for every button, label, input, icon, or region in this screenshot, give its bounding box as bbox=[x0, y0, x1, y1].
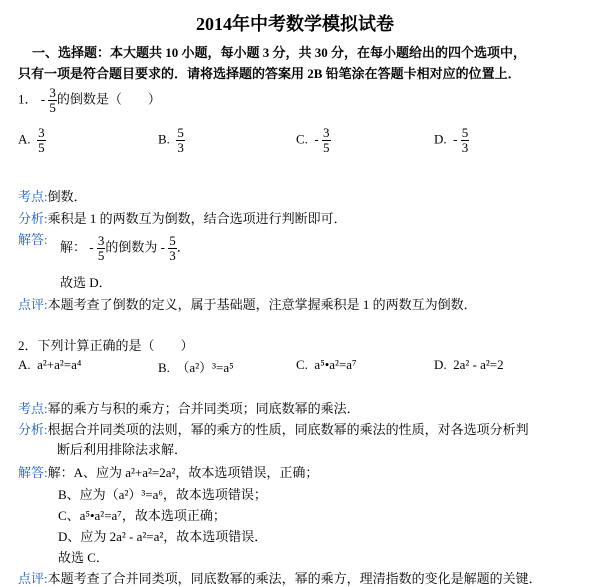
q2-option-a bbox=[18, 357, 81, 373]
q1-answer: 故选 D． bbox=[60, 275, 112, 290]
frac-num: 5 bbox=[169, 233, 176, 248]
frac-den: 5 bbox=[323, 140, 330, 155]
frac-num: 3 bbox=[38, 125, 45, 140]
page-title: 2014年中考数学模拟试卷 bbox=[196, 14, 394, 34]
kaodian-text: 幂的乘方与积的乘方；合并同类项；同底数幂的乘法． bbox=[47, 401, 360, 416]
q2-option-b bbox=[158, 357, 234, 376]
option-sign: - bbox=[453, 131, 458, 147]
frac-den: 3 bbox=[169, 248, 176, 263]
kaodian-label: 考点: bbox=[18, 189, 48, 204]
dianping-text: 本题考查了倒数的定义，属于基础题，注意掌握乘积是 1 的两数互为倒数． bbox=[47, 297, 477, 312]
q1-kaodian bbox=[18, 186, 87, 205]
jieda-prefix: 解： bbox=[60, 239, 87, 255]
q1-stem-text: 的倒数是（ ） bbox=[56, 91, 161, 107]
option-text: a²+a²=a⁴ bbox=[37, 357, 82, 372]
q2-jieda-line-c: C、a⁵•a²=a⁷，故本选项正确； bbox=[58, 508, 226, 523]
option-letter: B. bbox=[158, 360, 170, 375]
q1-number: 1． bbox=[18, 91, 38, 107]
fenxi-label: 分析: bbox=[18, 211, 48, 226]
q2-dianping bbox=[18, 568, 542, 587]
option-letter: D. bbox=[434, 357, 447, 372]
fenxi-text: 乘积是 1 的两数互为倒数，结合选项进行判断即可． bbox=[47, 211, 347, 226]
option-sign: - bbox=[314, 131, 319, 147]
kaodian-label: 考点: bbox=[18, 401, 48, 416]
option-letter: A. bbox=[18, 357, 31, 372]
option-letter: D. bbox=[434, 131, 447, 147]
q1-option-c bbox=[296, 126, 331, 155]
option-fraction bbox=[461, 126, 470, 155]
fenxi-label: 分析: bbox=[18, 422, 48, 437]
jieda-label: 解答: bbox=[18, 465, 48, 480]
q2-jieda-line-d: D、应为 2a² - a²=a²，故本选项错误． bbox=[58, 529, 268, 544]
frac-den: 3 bbox=[461, 140, 469, 155]
option-letter: A. bbox=[18, 131, 31, 147]
frac-num: 5 bbox=[461, 125, 469, 140]
q2-answer: 故选 C． bbox=[58, 550, 109, 565]
q1-den: 5 bbox=[49, 100, 56, 115]
dianping-label: 点评: bbox=[18, 571, 48, 586]
frac-num: 3 bbox=[97, 233, 105, 248]
q1-fraction bbox=[48, 86, 57, 115]
q2-fenxi bbox=[18, 419, 529, 438]
q2-jieda-line-b: B、应为（a²）³=a⁶，故本选项错误； bbox=[58, 487, 267, 502]
frac-den: 5 bbox=[97, 248, 105, 263]
q2-stem: 2．下列计算正确的是（ ） bbox=[18, 338, 194, 353]
option-text: 2a² - a²=2 bbox=[453, 357, 504, 372]
q1-jieda: 解： - $\frac{3}{5}$ 的倒数为 - $\frac{5}{3}$ ． bbox=[60, 233, 190, 263]
q1-dianping bbox=[18, 294, 477, 313]
option-text: a⁵•a²=a⁷ bbox=[314, 357, 357, 372]
option-fraction bbox=[176, 126, 185, 155]
section-header-line1: 一、选择题：本大题共 10 小题，每小题 3 分，共 30 分，在每小题给出的四个选项中， bbox=[32, 45, 527, 60]
q1-stem bbox=[18, 86, 161, 115]
frac-den: 3 bbox=[177, 140, 184, 155]
q2-fenxi-line2: 断后利用排除法求解． bbox=[57, 442, 188, 457]
jieda-line: 解：A、应为 a²+a²=2a²，故本选项错误，正确； bbox=[47, 465, 319, 480]
section-header-line2: 只有一项是符合题目要求的．请将选择题的答案用 2B 铅笔涂在答题卡相对应的位置上． bbox=[18, 66, 521, 81]
option-text: （a²）³=a⁵ bbox=[176, 360, 234, 375]
q2-kaodian bbox=[18, 398, 360, 417]
q1-jieda-label bbox=[18, 229, 48, 248]
option-letter: C. bbox=[296, 357, 308, 372]
q1-option-b bbox=[158, 126, 185, 155]
frac-num: 5 bbox=[177, 125, 184, 140]
kaodian-text: 倒数． bbox=[47, 189, 87, 204]
option-fraction bbox=[37, 126, 46, 155]
q2-option-c bbox=[296, 357, 357, 373]
frac-den: 5 bbox=[38, 140, 45, 155]
fenxi-line1: 根据合并同类项的法则，幂的乘方的性质，同底数幂的乘法的性质，对各选项分析判 bbox=[47, 422, 529, 437]
q1-option-d bbox=[434, 126, 469, 155]
q1-num: 3 bbox=[49, 85, 56, 100]
option-letter: B. bbox=[158, 131, 170, 147]
jieda-mid: 的倒数为 - bbox=[105, 239, 165, 255]
frac-num: 3 bbox=[323, 125, 330, 140]
jieda-minus: - bbox=[89, 239, 94, 255]
jieda-label: 解答: bbox=[18, 232, 48, 247]
option-letter: C. bbox=[296, 131, 308, 147]
dianping-label: 点评: bbox=[18, 297, 48, 312]
q2-jieda bbox=[18, 462, 318, 481]
q1-fenxi bbox=[18, 208, 347, 227]
q1-option-a bbox=[18, 126, 46, 155]
option-fraction bbox=[322, 126, 331, 155]
jieda-fraction-2 bbox=[168, 234, 177, 263]
q2-option-d bbox=[434, 357, 504, 373]
q1-minus: - bbox=[40, 91, 46, 107]
dianping-text: 本题考查了合并同类项，同底数幂的乘法，幂的乘方，理清指数的变化是解题的关键． bbox=[47, 571, 542, 586]
